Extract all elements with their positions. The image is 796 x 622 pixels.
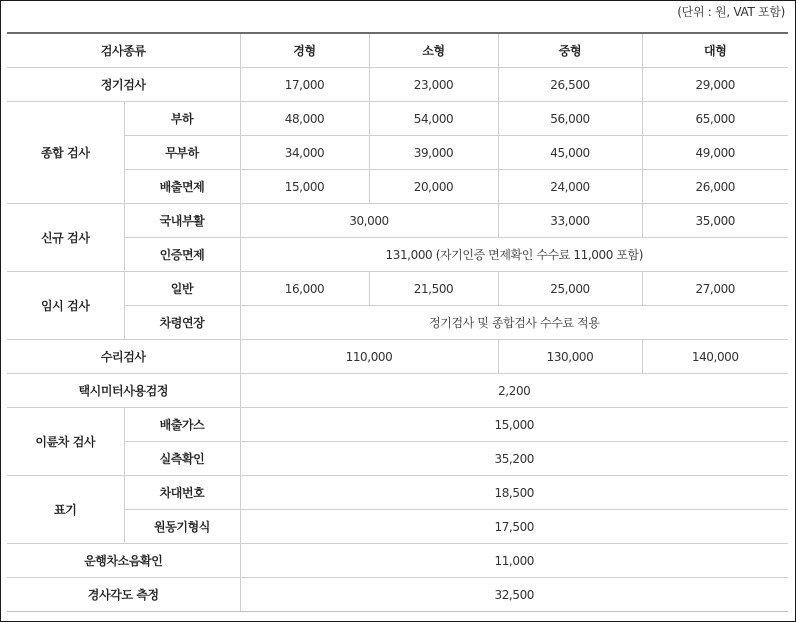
noise-label: 운행차소음확인 — [7, 544, 240, 578]
temporary-label: 임시 검사 — [7, 272, 124, 340]
comp-exempt-medium: 24,000 — [498, 170, 642, 204]
regular-small: 23,000 — [369, 68, 498, 102]
marking-label: 표기 — [7, 476, 124, 544]
row-repair — [7, 340, 788, 374]
marking-engine-label: 원동기형식 — [124, 510, 240, 544]
row-comp-noload — [7, 136, 788, 170]
comp-noload-large: 49,000 — [642, 136, 788, 170]
tilt-label: 경사각도 측정 — [7, 578, 240, 612]
temp-extension-label: 차령연장 — [124, 306, 240, 340]
comp-load-small: 54,000 — [369, 102, 498, 136]
row-new-cert — [7, 238, 788, 272]
row-marking-engine — [7, 510, 788, 544]
regular-label: 정기검사 — [7, 68, 240, 102]
row-new-domestic — [7, 204, 788, 238]
header-row — [7, 33, 788, 68]
unit-note: (단위 : 원, VAT 포함) — [677, 5, 785, 19]
marking-engine-value: 17,500 — [240, 510, 788, 544]
comp-load-light: 48,000 — [240, 102, 369, 136]
row-taxi — [7, 374, 788, 408]
regular-light: 17,000 — [240, 68, 369, 102]
comp-load-label: 부하 — [124, 102, 240, 136]
taxi-value: 2,200 — [240, 374, 788, 408]
header-type: 검사종류 — [7, 33, 240, 68]
new-domestic-medium: 33,000 — [498, 204, 642, 238]
twowheel-exhaust-label: 배출가스 — [124, 408, 240, 442]
temp-general-light: 16,000 — [240, 272, 369, 306]
repair-label: 수리검사 — [7, 340, 240, 374]
row-regular — [7, 68, 788, 102]
marking-chassis-label: 차대번호 — [124, 476, 240, 510]
noise-value: 11,000 — [240, 544, 788, 578]
row-comp-load — [7, 102, 788, 136]
header-large: 대형 — [642, 33, 788, 68]
comp-noload-light: 34,000 — [240, 136, 369, 170]
row-marking-chassis — [7, 476, 788, 510]
comp-noload-medium: 45,000 — [498, 136, 642, 170]
comp-noload-label: 무부하 — [124, 136, 240, 170]
comprehensive-label: 종합 검사 — [7, 102, 124, 204]
row-twowheel-measure — [7, 442, 788, 476]
twowheel-measure-value: 35,200 — [240, 442, 788, 476]
temp-general-small: 21,500 — [369, 272, 498, 306]
header-small: 소형 — [369, 33, 498, 68]
row-tilt — [7, 578, 788, 612]
header-medium: 중형 — [498, 33, 642, 68]
new-cert-label: 인증면제 — [124, 238, 240, 272]
taxi-label: 택시미터사용검정 — [7, 374, 240, 408]
new-cert-value: 131,000 (자기인증 면제확인 수수료 11,000 포함) — [240, 238, 788, 272]
comp-exempt-light: 15,000 — [240, 170, 369, 204]
header-light: 경형 — [240, 33, 369, 68]
temp-general-large: 27,000 — [642, 272, 788, 306]
marking-chassis-value: 18,500 — [240, 476, 788, 510]
comp-load-medium: 56,000 — [498, 102, 642, 136]
comp-load-large: 65,000 — [642, 102, 788, 136]
repair-large: 140,000 — [642, 340, 788, 374]
twowheel-measure-label: 실측확인 — [124, 442, 240, 476]
twowheel-exhaust-value: 15,000 — [240, 408, 788, 442]
comp-exempt-small: 20,000 — [369, 170, 498, 204]
new-domestic-label: 국내부활 — [124, 204, 240, 238]
repair-light-small: 110,000 — [240, 340, 498, 374]
comp-noload-small: 39,000 — [369, 136, 498, 170]
comp-exempt-large: 26,000 — [642, 170, 788, 204]
row-comp-exempt — [7, 170, 788, 204]
new-domestic-large: 35,000 — [642, 204, 788, 238]
temp-general-medium: 25,000 — [498, 272, 642, 306]
comp-exempt-label: 배출면제 — [124, 170, 240, 204]
new-domestic-light-small: 30,000 — [240, 204, 498, 238]
temp-extension-value: 정기검사 및 종합검사 수수료 적용 — [240, 306, 788, 340]
new-label: 신규 검사 — [7, 204, 124, 272]
temp-general-label: 일반 — [124, 272, 240, 306]
row-temp-extension — [7, 306, 788, 340]
twowheel-label: 이륜차 검사 — [7, 408, 124, 476]
row-temp-general — [7, 272, 788, 306]
regular-large: 29,000 — [642, 68, 788, 102]
row-noise — [7, 544, 788, 578]
repair-medium: 130,000 — [498, 340, 642, 374]
fee-table — [7, 32, 788, 612]
row-twowheel-exhaust — [7, 408, 788, 442]
regular-medium: 26,500 — [498, 68, 642, 102]
tilt-value: 32,500 — [240, 578, 788, 612]
